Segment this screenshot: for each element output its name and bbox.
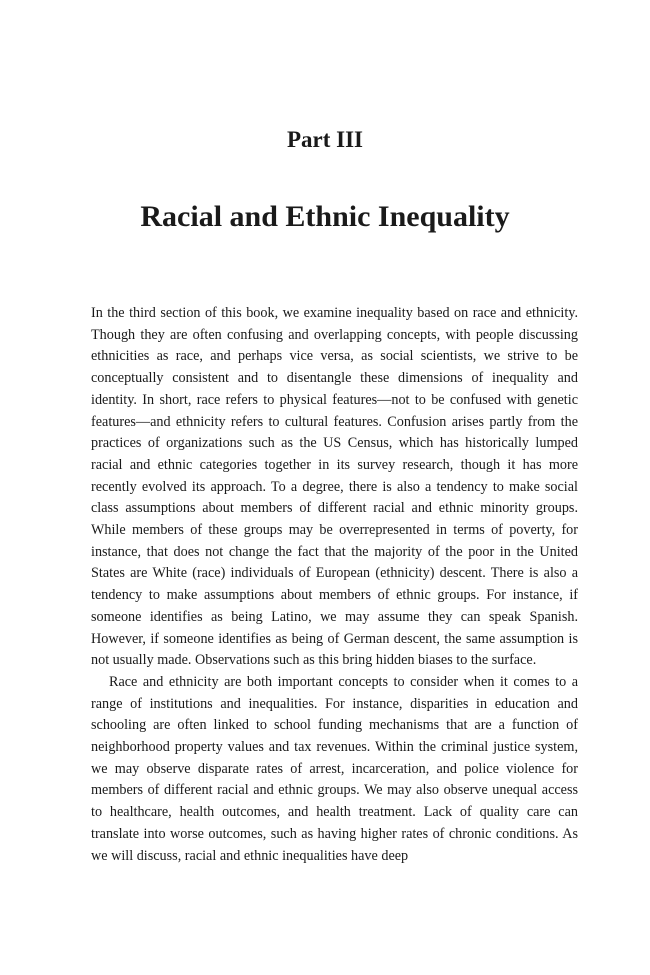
body-paragraph: Race and ethnicity are both important concepts to consider when it comes to a range of institutions and inequalities. For instance, disparities in education and schooling are often linked to school funding mechanisms that are a function of neighborhood property values and tax revenues. Within the criminal justice system, we may observe disparate rates of arrest, incarceration, and police violence for members of different racial and ethnic groups. We may also observe unequal access to healthcare, health outcomes, and health treatment. Lack of quality care can translate into worse outcomes, such as having higher rates of chronic conditions. As we will discuss, racial and ethnic inequalities have deep	[91, 673, 578, 864]
body-paragraph: In the third section of this book, we examine inequality based on race and ethnicity. Though they are often confusing and overlapping concepts, with people discussing ethnicities as race, and perhaps vice versa, as social scientists, we strive to be conceptually consistent and to disentangle these dimensions of inequality and identity. In short, race refers to physical features—not to be confused with genetic features—and ethnicity refers to cultural features. Confusion arises partly from the practices of organizations such as the US Census, which has historically lumped racial and ethnic categories together in its survey research, though it has more recently evolved its approach. To a degree, there is also a tendency to make social class assumptions about members of different racial and ethnic minority groups. While members of these groups may be overrepresented in terms of poverty, for instance, that does not change the fact that the majority of the poor in the United States are White (race) individuals of European (ethnicity) descent. There is also a tendency to make assumptions about members of ethnic groups. For instance, if someone identifies as being Latino, we may assume they can speak Spanish. However, if someone identifies as being of German descent, the same assumption is not usually made. Observations such as this bring hidden biases to the surface.	[91, 305, 578, 669]
chapter-title: Racial and Ethnic Inequality	[140, 200, 510, 233]
part-label: Part III	[286, 127, 364, 152]
body-text	[91, 303, 578, 867]
